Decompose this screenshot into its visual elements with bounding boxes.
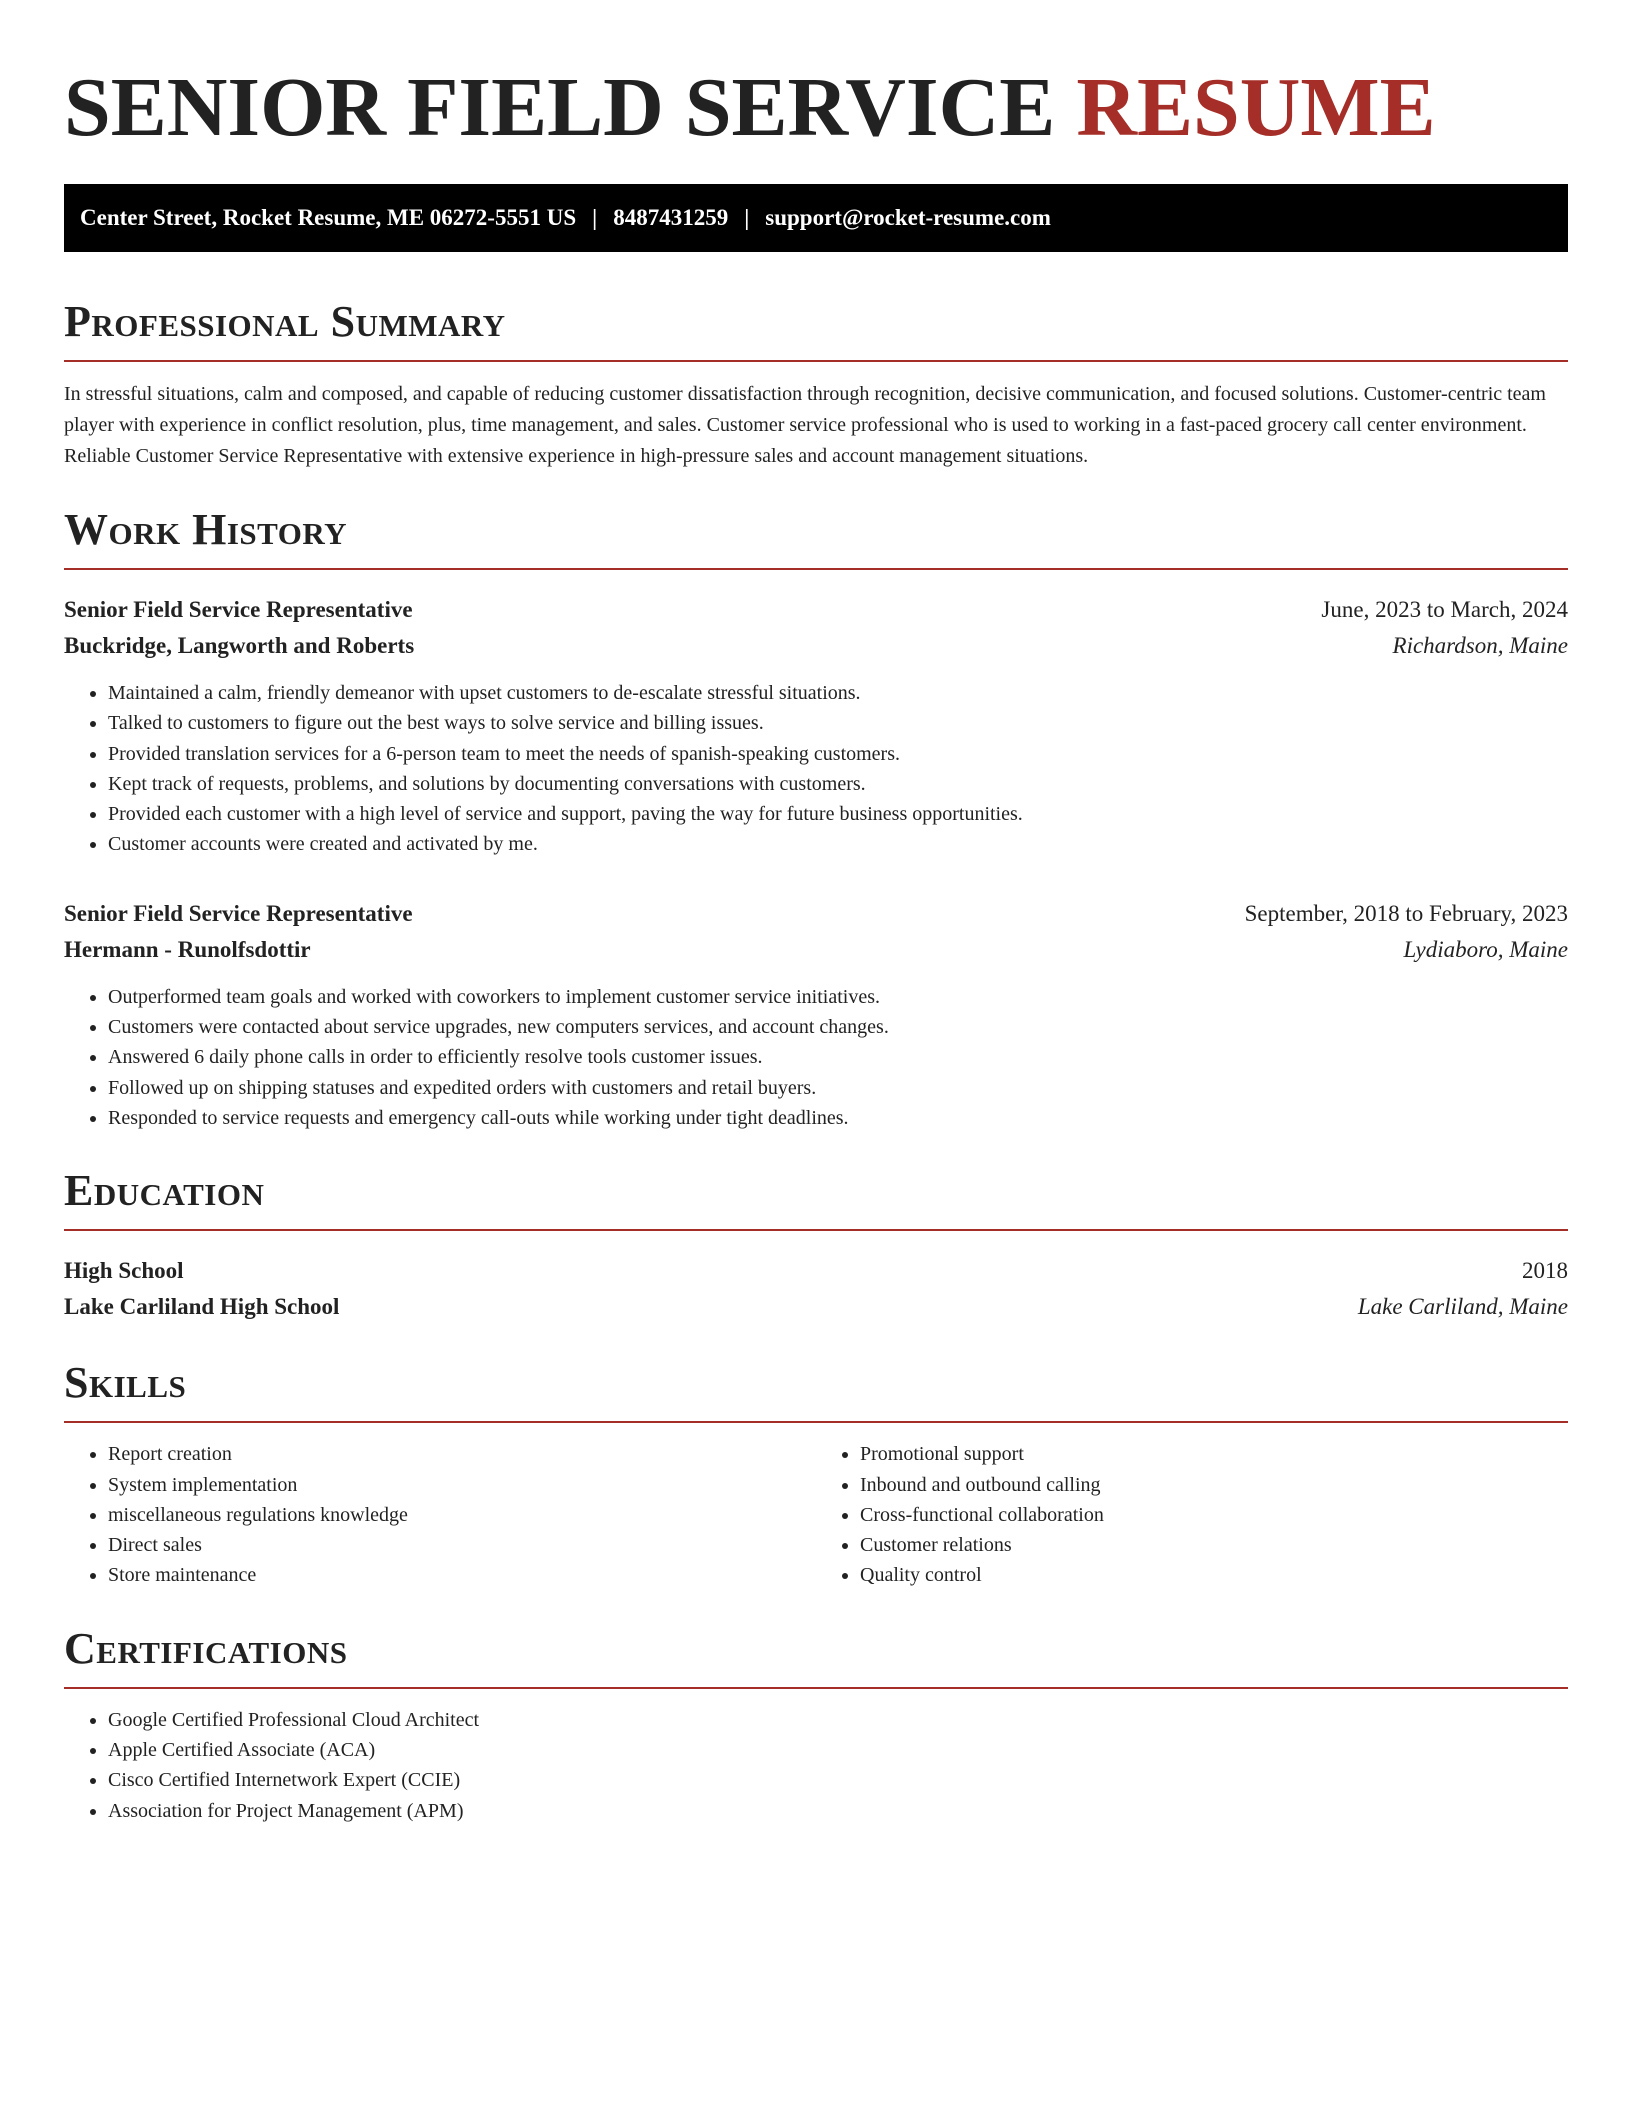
section-divider (64, 1687, 1568, 1689)
section-divider (64, 1229, 1568, 1231)
summary-text: In stressful situations, calm and composed, and capable of reducing customer dissatisfaction through recognition, decisive communication, and focused solutions. Customer-centric team player with experience in conflict resolution, plus, time management, and sales. Customer service professional who is used to working in a fast-paced grocery call center environment. Reliable Customer Service Representative with extensive experience in high-pressure sales and account management situations. (64, 383, 1546, 467)
job-location: Lydiaboro, Maine (1403, 936, 1568, 962)
certifications-section (64, 1623, 1568, 1826)
list-item: • Google Certified Professional Cloud Architect (108, 1705, 1568, 1735)
list-item: • Responded to service requests and emergency call-outs while working under tight deadlines. (108, 1103, 1568, 1133)
education-year: 2018 (1522, 1258, 1568, 1284)
contact-separator: | (744, 205, 750, 230)
list-item: • Association for Project Management (APM) (108, 1796, 1568, 1826)
list-item: • Cisco Certified Internetwork Expert (CCIE) (108, 1765, 1568, 1795)
list-item: • Kept track of requests, problems, and solutions by documenting conversations with customers. (108, 769, 1568, 799)
job-dates: September, 2018 to February, 2023 (1244, 900, 1568, 926)
education-location: Lake Carliland, Maine (1357, 1294, 1568, 1320)
section-divider (64, 568, 1568, 570)
job-company: Hermann - Runolfsdottir (64, 936, 311, 962)
section-divider (64, 360, 1568, 362)
job-entry (64, 592, 1568, 860)
job-entry (64, 896, 1568, 1133)
list-item: • Customer relations (860, 1530, 1568, 1560)
list-item: • Quality control (860, 1560, 1568, 1590)
job-location: Richardson, Maine (1392, 633, 1568, 658)
contact-bar (64, 184, 1568, 252)
job-dates: June, 2023 to March, 2024 (1321, 597, 1568, 622)
list-item: • Maintained a calm, friendly demeanor with upset customers to de-escalate stressful situations. (108, 678, 1568, 708)
section-heading-education: Education (64, 1166, 265, 1216)
list-item: • Apple Certified Associate (ACA) (108, 1735, 1568, 1765)
contact-email: support@rocket-resume.com (765, 205, 1051, 230)
list-item: • Followed up on shipping statuses and expedited orders with customers and retail buyers. (108, 1073, 1568, 1103)
contact-separator: | (592, 205, 598, 230)
job-bullets (64, 982, 1568, 1133)
resume-title (64, 61, 1568, 154)
education-section (64, 1166, 1568, 1325)
list-item: • Customers were contacted about service upgrades, new computers services, and account changes. (108, 1012, 1568, 1042)
section-heading-skills: Skills (64, 1358, 187, 1408)
skills-list-right (816, 1439, 1568, 1590)
list-item: • Inbound and outbound calling (860, 1470, 1568, 1500)
title-main: SENIOR FIELD SERVICE (64, 61, 1056, 154)
skills-list-left (64, 1439, 816, 1590)
education-degree: High School (64, 1258, 184, 1284)
list-item: • Cross-functional collaboration (860, 1500, 1568, 1530)
summary-section (64, 297, 1568, 472)
list-item: • Promotional support (860, 1439, 1568, 1469)
section-heading-certifications: Certifications (64, 1623, 348, 1673)
list-item: • miscellaneous regulations knowledge (108, 1500, 816, 1530)
list-item: • Talked to customers to figure out the best ways to solve service and billing issues. (108, 708, 1568, 738)
job-bullets (64, 678, 1568, 860)
list-item: • Provided translation services for a 6-person team to meet the needs of spanish-speaking customers. (108, 739, 1568, 769)
list-item: • Customer accounts were created and activated by me. (108, 829, 1568, 859)
list-item: • Report creation (108, 1439, 816, 1469)
title-accent: RESUME (1076, 61, 1436, 154)
work-history-section (64, 505, 1568, 1133)
list-item: • Outperformed team goals and worked with coworkers to implement customer service initiatives. (108, 982, 1568, 1012)
education-entry (64, 1253, 1568, 1325)
job-title: Senior Field Service Representative (64, 900, 413, 926)
skills-grid (64, 1439, 1568, 1590)
list-item: • System implementation (108, 1470, 816, 1500)
contact-address: Center Street, Rocket Resume, ME 06272-5551 US (80, 205, 577, 230)
job-title: Senior Field Service Representative (64, 597, 413, 622)
list-item: • Answered 6 daily phone calls in order to efficiently resolve tools customer issues. (108, 1042, 1568, 1072)
list-item: • Store maintenance (108, 1560, 816, 1590)
education-school: Lake Carliland High School (64, 1294, 340, 1320)
section-divider (64, 1421, 1568, 1423)
certifications-list (64, 1705, 1568, 1826)
section-heading-summary: Professional Summary (64, 297, 506, 346)
section-heading-work-history: Work History (64, 505, 348, 554)
list-item: • Provided each customer with a high level of service and support, paving the way for future business opportunities. (108, 799, 1568, 829)
list-item: • Direct sales (108, 1530, 816, 1560)
job-company: Buckridge, Langworth and Roberts (64, 633, 415, 658)
contact-phone: 8487431259 (613, 205, 729, 230)
skills-section (64, 1358, 1568, 1590)
